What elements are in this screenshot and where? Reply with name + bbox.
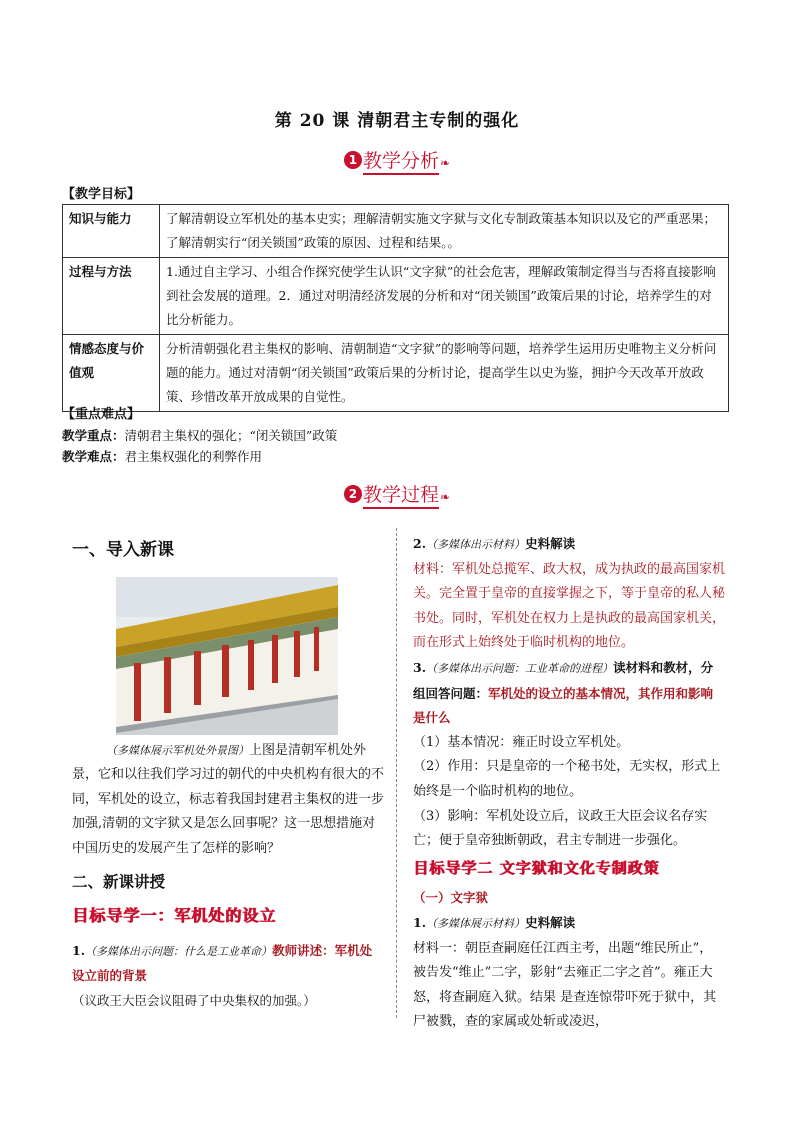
- section-label: 教学过程: [363, 484, 439, 509]
- row-text: 分析清朝强化君主集权的影响、清朝制造“文字狱”的影响等问题，培养学生运用历史唯物主义分析问题的能力。通过对清朝“闭关锁国”政策后果的分析讨论，提高学生以史为鉴，拥护今天改革开放政策、珍惜改革开放成果的自觉性。: [160, 335, 729, 412]
- focus-text: 清朝君主集权的强化；“闭关锁国”政策: [124, 428, 338, 443]
- item-red-text: 军机处的设立的基本情况，其作用和影响是什么: [413, 685, 714, 726]
- keypoints-heading: 【重点难点】: [62, 407, 141, 422]
- left-column: [72, 538, 384, 1014]
- item-number: 3.: [413, 659, 427, 675]
- answer-item: （1）基本情况：雍正时设立军机处。: [413, 734, 630, 750]
- intro-paragraph: [72, 739, 384, 862]
- table-row: [63, 335, 729, 412]
- item-italic: （多媒体出示材料）: [426, 538, 526, 551]
- answer-item: （2）作用：只是皇帝的一个秘书处，无实权，形式上始终是一个临时机构的地位。: [413, 759, 721, 799]
- item-3: [413, 656, 725, 731]
- section-heading-analysis: [0, 146, 794, 173]
- item-bold: 史料解读: [525, 914, 576, 930]
- right-column: [413, 532, 725, 1035]
- item-italic: （多媒体展示材料）: [426, 916, 526, 930]
- item-2: [413, 532, 725, 558]
- item-number: 1.: [413, 914, 427, 930]
- item-red-text: 教师讲述：军机处设立前的背景: [72, 942, 373, 984]
- table-row: [63, 258, 729, 335]
- section-label: 教学分析: [363, 150, 439, 175]
- item-1-note: （议政王大臣会议阻碍了中央集权的加强。）: [72, 992, 316, 1008]
- section-heading-process: [0, 480, 794, 507]
- difficulty-label: 教学难点：: [62, 449, 125, 464]
- row-label: 知识与能力: [63, 205, 160, 258]
- difficulty-text: 君主集权强化的利弊作用: [124, 449, 263, 464]
- focus-label: 教学重点：: [62, 428, 125, 443]
- row-text: 了解清朝设立军机处的基本史实；理解清朝实施文字狱与文化专制政策基本知识以及它的严重恶果；了解清朝实行“闭关锁国”政策的原因、过程和结果。。: [160, 205, 729, 258]
- lecture-heading: 二、新课讲授: [72, 872, 166, 891]
- intro-heading: 一、导入新课: [72, 540, 174, 560]
- stage-heading-1: 目标导学一：军机处的设立: [72, 906, 277, 926]
- item-4: [413, 911, 725, 937]
- item-1: [72, 939, 384, 989]
- goals-table: [62, 204, 729, 412]
- goals-heading: 【教学目标】: [62, 187, 141, 202]
- row-label: 过程与方法: [63, 258, 160, 335]
- table-row: [63, 205, 729, 258]
- item-bold: 史料解读: [525, 536, 576, 551]
- item-bold: 读材料和教材，分组回答问题：: [413, 659, 714, 701]
- intro-text: 上图是清朝军机处外景，它和以往我们学习过的朝代的中央机构有很大的不同，军机处的设立，标志着我国封建君主集权的进一步加强,清朝的文字狱又是怎么回事呢？这一思想措施对中国历史的发展产生了怎样的影响？: [72, 742, 385, 856]
- leaf-ornament-icon: ❧: [439, 490, 451, 504]
- difficulty-line: [62, 447, 262, 467]
- section-number-badge: 1: [344, 151, 362, 169]
- item-number: 2.: [413, 536, 427, 551]
- material-one-text: 材料一：朝臣查嗣庭任江西主考，出题“维民所止”，被告发“维止”二字，影射“去雍正二字之首”。雍正大怒，将查嗣庭入狱。结果 是查连惊带吓死于狱中，其尸被戮，查的家属或处斩或凌迟，: [413, 940, 717, 1030]
- lesson-title: 第 20 课 清朝君主专制的强化: [274, 111, 520, 131]
- leaf-ornament-icon: ❧: [439, 156, 451, 170]
- row-label: 情感态度与价值观: [63, 335, 160, 412]
- row-text: 1.通过自主学习、小组合作探究使学生认识“文字狱”的社会危害，理解政策制定得当与否将直接影响到社会发展的道理。2．通过对明清经济发展的分析和对“闭关锁国”政策后果的讨论，培养学生的对比分析能力。: [160, 258, 729, 335]
- focus-line: [62, 426, 337, 446]
- answer-item: （3）影响：军机处设立后，议政王大臣会议名存实亡；便于皇帝独断朝政，君主专制进一步强化。: [413, 808, 708, 849]
- material-text: 材料：军机处总揽军、政大权，成为执政的最高国家机关。完全置于皇帝的直接掌握之下，等于皇帝的私人秘书处。同时，军机处在权力上是执政的最高国家机关，而在形式上始终处于临时机构的地位。: [413, 561, 726, 651]
- section-number-badge: 2: [344, 485, 362, 503]
- stage-heading-2: 目标导学二 文字狱和文化专制政策: [413, 858, 660, 877]
- column-divider: [396, 528, 397, 1018]
- building-illustration: [116, 577, 338, 735]
- grand-council-photo: [116, 577, 338, 735]
- item-number: 1.: [72, 942, 86, 958]
- image-caption: （多媒体展示军机处外景图）: [106, 743, 249, 757]
- subsection-heading: （一）文字狱: [413, 890, 489, 906]
- item-italic: （多媒体出示问题：什么是工业革命）: [85, 944, 273, 958]
- item-italic: （多媒体出示问题：工业革命的进程）: [426, 661, 614, 675]
